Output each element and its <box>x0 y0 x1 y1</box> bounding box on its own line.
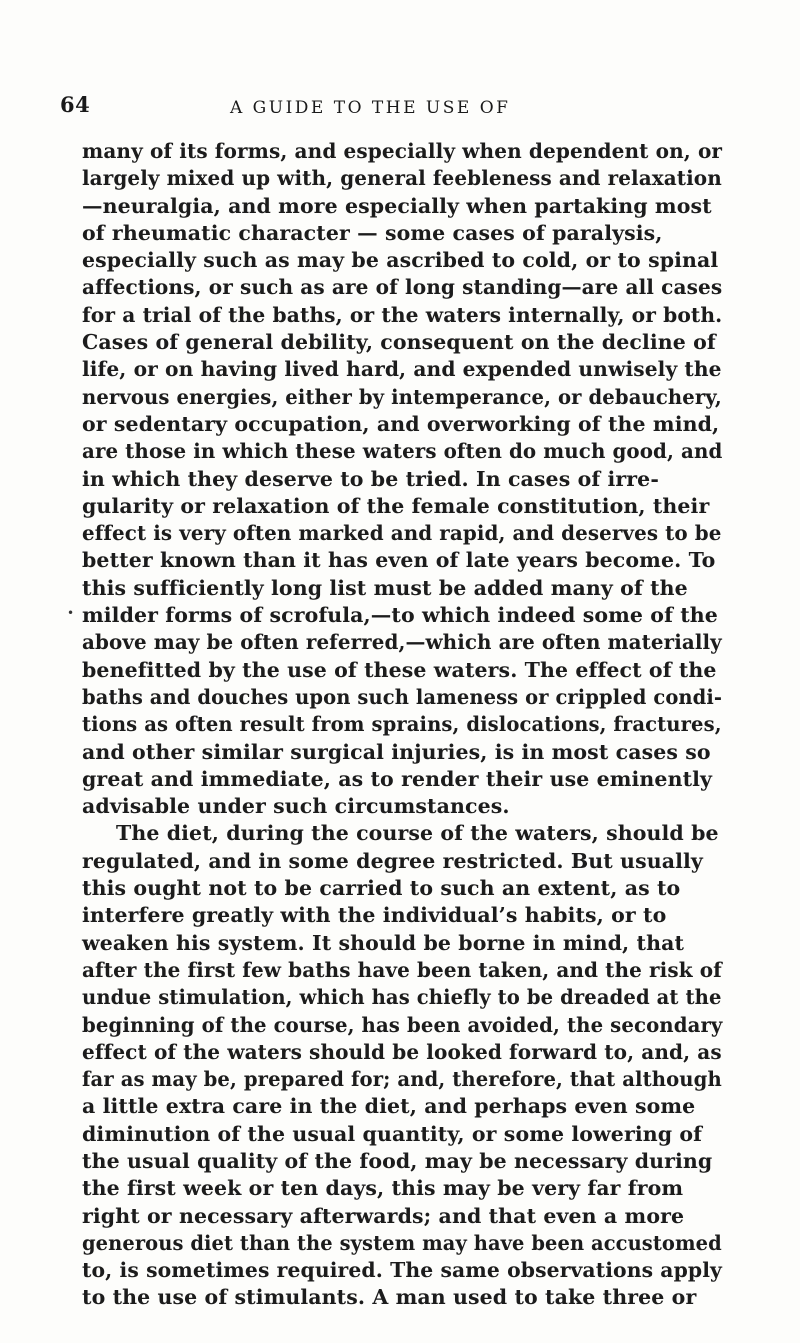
text-line: a little extra care in the diet, and perhaps even some <box>82 1094 696 1119</box>
text-line: benefitted by the use of these waters. The effect of the <box>82 657 717 682</box>
text-line: beginning of the course, has been avoided, the secondary <box>82 1012 723 1037</box>
text-line: largely mixed up with, general feebleness and relaxation <box>82 166 722 191</box>
text-line: right or necessary afterwards; and that even a more <box>82 1203 685 1228</box>
margin-mark: • <box>67 606 75 620</box>
text-line: tions as often result from sprains, dislocations, fractures, <box>82 712 722 737</box>
text-line: —neuralgia, and more especially when partaking most <box>82 193 712 218</box>
text-line: in which they deserve to be tried. In cases of irre- <box>82 466 659 491</box>
text-line: life, or on having lived hard, and expended unwisely the <box>82 357 722 382</box>
text-line: gularity or relaxation of the female constitution, their <box>82 493 710 518</box>
text-line: nervous energies, either by intemperance, or debauchery, <box>82 384 722 409</box>
text-line: are those in which these waters often do much good, and <box>82 439 723 464</box>
text-line: interfere greatly with the individual’s habits, or to <box>82 903 667 928</box>
text-line: or sedentary occupation, and overworking of the mind, <box>82 411 720 436</box>
page-header <box>60 92 760 132</box>
text-line: better known than it has even of late years become. To <box>82 548 716 573</box>
text-line: the usual quality of the food, may be necessary during <box>82 1148 713 1173</box>
text-line: far as may be, prepared for; and, therefore, that although <box>82 1067 722 1092</box>
text-line: the first week or ten days, this may be very far from <box>82 1176 684 1201</box>
page-number: 64 <box>60 92 91 117</box>
text-line: effect of the waters should be looked forward to, and, as <box>82 1039 722 1064</box>
text-line: especially such as may be ascribed to cold, or to spinal <box>82 248 719 273</box>
text-line: undue stimulation, which has chiefly to be dreaded at the <box>82 985 722 1010</box>
text-line: after the first few baths have been taken, and the risk of <box>82 957 722 982</box>
text-line: to, is sometimes required. The same observations apply <box>82 1258 722 1283</box>
text-line: of rheumatic character — some cases of paralysis, <box>82 220 663 245</box>
body-text <box>82 138 722 1312</box>
running-head: A GUIDE TO THE USE OF <box>230 98 511 118</box>
text-line: The diet, during the course of the waters, should be <box>116 821 719 846</box>
text-line: regulated, and in some degree restricted. But usually <box>82 848 703 873</box>
text-line: this sufficiently long list must be added many of the <box>82 575 688 600</box>
text-line: many of its forms, and especially when dependent on, or <box>82 139 723 163</box>
text-line: weaken his system. It should be borne in mind, that <box>82 930 685 955</box>
text-line: and other similar surgical injuries, is in most cases so <box>82 739 711 764</box>
text-line: milder forms of scrofula,—to which indeed some of the <box>82 603 718 628</box>
text-line: advisable under such circumstances. <box>82 794 510 819</box>
text-line: diminution of the usual quantity, or some lowering of <box>82 1121 703 1146</box>
text-line: to the use of stimulants. A man used to take three or <box>82 1285 697 1310</box>
text-line: for a trial of the baths, or the waters internally, or both. <box>82 302 723 327</box>
text-line: above may be often referred,—which are often materially <box>82 630 722 655</box>
text-line: great and immediate, as to render their use eminently <box>82 766 713 791</box>
text-line: generous diet than the system may have been accustomed <box>82 1230 722 1255</box>
text-line: effect is very often marked and rapid, and deserves to be <box>82 521 722 546</box>
text-line: this ought not to be carried to such an extent, as to <box>82 876 681 901</box>
text-line: affections, or such as are of long standing—are all cases <box>82 275 723 300</box>
text-line: baths and douches upon such lameness or crippled condi- <box>82 684 723 709</box>
text-line: Cases of general debility, consequent on the decline of <box>82 330 716 355</box>
